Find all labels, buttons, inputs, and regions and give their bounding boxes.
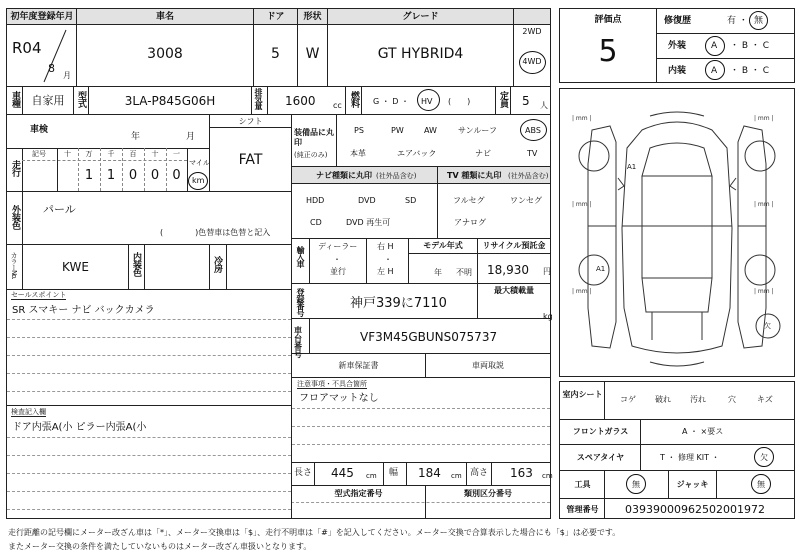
- displacement: 1600: [285, 94, 316, 108]
- tv-analog: アナログ: [454, 218, 486, 227]
- equipment-ps: PS: [354, 126, 364, 135]
- management-label: 管理番号: [566, 505, 599, 514]
- fuel-label: 燃料: [349, 91, 359, 107]
- new-car-warranty: 新車保証書: [338, 361, 379, 370]
- grade: GT HYBRID4: [377, 46, 464, 62]
- navi-label: ナビ種類に丸印: [316, 171, 372, 180]
- class-number-label: 類別区分番号: [464, 489, 512, 498]
- height-value: 163: [510, 466, 533, 480]
- tv-label: TV 種類に丸印: [447, 171, 502, 180]
- navi-cd: CD: [310, 218, 322, 227]
- tv-fullseg: フルセグ: [453, 196, 485, 205]
- width-unit: cm: [451, 472, 462, 480]
- tools-label: 工具: [574, 480, 591, 489]
- spare-tire-value: T ・ 修理 KIT ・: [660, 453, 720, 462]
- equipment-navi: ナビ: [475, 149, 491, 158]
- inspector-label: 検査記入欄: [11, 408, 46, 416]
- registration-value: 神戸339に7110: [350, 296, 447, 311]
- fuel-options: G ・ D ・: [373, 97, 409, 106]
- jack-label: ジャッキ: [676, 480, 709, 489]
- mileage-digit: 0: [150, 168, 160, 183]
- interior-grade: A: [711, 66, 718, 76]
- model-label: 型式: [76, 91, 86, 107]
- damage-mark-missing: 欠: [764, 322, 771, 330]
- left-hand-label: 左 H: [377, 267, 394, 276]
- mileage-unit-3: 百: [129, 150, 137, 158]
- shape: W: [305, 46, 320, 62]
- navi-dvd: DVD: [358, 196, 376, 205]
- mileage-unit-5: 一: [173, 150, 180, 158]
- seat-tear: 破れ: [655, 395, 671, 404]
- fuel-selected: HV: [421, 97, 433, 106]
- interior-color-label: 内装色: [131, 252, 141, 276]
- equipment-aw: AW: [424, 126, 437, 135]
- first-reg-year: R04: [12, 39, 42, 57]
- model-year-label: モデル年式: [423, 241, 463, 250]
- cc-unit: cc: [333, 101, 342, 110]
- car-name: 3008: [147, 46, 183, 62]
- drive-4wd: 4WD: [522, 57, 542, 66]
- equipment-leather: 本革: [350, 149, 366, 158]
- tools-value: 無: [632, 480, 640, 489]
- seat-burn: コゲ: [620, 395, 636, 404]
- exterior-grade-rest: ・ B ・ C: [730, 41, 770, 51]
- shift-label: シフト: [238, 117, 263, 126]
- navi-sub: (社外品含む): [376, 172, 417, 180]
- registration-label: 登録番号: [296, 288, 305, 316]
- footer-note-2: またメーター交換の条件を満たしていないものはメーター改ざん車扱いとなります。: [8, 542, 312, 551]
- inspector-text: ドア内張A(小 ピラー内張A(小: [12, 422, 147, 433]
- mileage-label: 走行: [10, 160, 20, 176]
- capacity: 5: [522, 94, 530, 108]
- equipment-label: 装備品に丸印: [294, 128, 334, 148]
- mileage-digit: 1: [84, 168, 94, 183]
- doors: 5: [271, 46, 280, 62]
- interior-label: 内装: [668, 66, 687, 76]
- import-label: 輸入車: [296, 246, 305, 267]
- length-label: 長さ: [294, 468, 313, 478]
- use: 自家用: [31, 94, 65, 107]
- width-label: 幅: [389, 468, 399, 478]
- svg-text:| mm |: | mm |: [754, 201, 774, 208]
- navi-hdd: HDD: [306, 196, 325, 205]
- windshield-value: A ・ ×要ス: [682, 427, 724, 436]
- doors-label: ドア: [266, 12, 285, 22]
- parallel-label: 並行: [330, 267, 346, 276]
- model-year-unit: 年: [434, 268, 442, 277]
- equipment-airbag: エアバック: [397, 149, 437, 158]
- color-note: ( )色替車は色替と記入: [160, 228, 271, 237]
- first-reg-label: 初年度登録年月: [10, 12, 74, 22]
- seat-scratch: キズ: [757, 395, 773, 404]
- inspection-year-unit: 年: [131, 132, 141, 142]
- color-no: KWE: [62, 260, 89, 274]
- mileage-digit: 0: [172, 168, 181, 183]
- use-label: 車種: [10, 91, 20, 107]
- tv-sub: (社外品含む): [508, 172, 549, 180]
- height-label: 高さ: [470, 468, 489, 478]
- owner-manual: 車両取説: [472, 361, 504, 370]
- type-designation-label: 型式指定番号: [334, 489, 383, 498]
- notes-text: フロアマットなし: [299, 393, 379, 404]
- inspection-label: 車検: [30, 125, 49, 135]
- recycle-value: 18,930: [487, 263, 529, 277]
- spare-tire-selected: 欠: [760, 453, 768, 462]
- km-label: km: [192, 176, 205, 185]
- fuel-paren: ( ): [448, 97, 471, 106]
- svg-text:| mm |: | mm |: [572, 115, 592, 122]
- jack-value: 無: [757, 480, 765, 489]
- repair-label: 修復歴: [664, 16, 692, 26]
- spare-tire-label: スペアタイヤ: [576, 453, 625, 462]
- drive-2wd: 2WD: [522, 27, 542, 36]
- kg-unit: kg: [543, 312, 553, 321]
- mileage-digit: 1: [106, 168, 116, 183]
- equipment-pw: PW: [391, 126, 404, 135]
- score-label: 評価点: [594, 15, 622, 25]
- right-hand-label: 右 H: [377, 242, 394, 251]
- person-unit: 人: [540, 101, 548, 110]
- windshield-label: フロントガラス: [572, 427, 629, 436]
- recycle-label: リサイクル預託金: [482, 241, 546, 250]
- capacity-label: 定員: [498, 91, 508, 107]
- chassis-label: 車台番号: [294, 326, 302, 359]
- import-dot: ・: [333, 255, 341, 264]
- mileage-unit-1: 万: [85, 150, 93, 158]
- score: 5: [598, 34, 618, 69]
- exterior-grade: A: [711, 41, 718, 51]
- shift: FAT: [238, 152, 263, 168]
- model-year-unknown: 不明: [456, 268, 472, 277]
- footer-note-1: 走行距離の記号欄にメーター改ざん車は「*」、メーター交換車は「$」、走行不明車は「#」を記入してください。メーター交換で合算表示した場合にも「$」は必要です。: [8, 528, 621, 537]
- svg-text:| mm |: | mm |: [572, 288, 592, 295]
- displacement-label: 排気量: [254, 88, 263, 109]
- sales-point-label: セールスポイント: [11, 291, 67, 299]
- seat-hole: 穴: [728, 395, 736, 404]
- car-diagram: [562, 108, 792, 374]
- car-name-label: 車名: [155, 12, 174, 22]
- yen-unit: 円: [543, 267, 551, 276]
- max-load-label: 最大積載量: [494, 286, 534, 295]
- equipment-sunroof: サンルーフ: [458, 126, 497, 135]
- height-unit: cm: [542, 472, 553, 480]
- dealer-label: ディーラー: [318, 242, 358, 251]
- equipment-sub: (純正のみ): [294, 151, 328, 159]
- notes-label: 注意事項・不具合箇所: [297, 380, 367, 388]
- interior-grade-rest: ・ B ・ C: [730, 66, 770, 76]
- month-unit: 月: [63, 71, 71, 80]
- tv-oneseg: ワンセグ: [510, 196, 542, 205]
- navi-dvd-play: DVD 再生可: [346, 218, 391, 227]
- mile-label: マイル: [189, 159, 210, 167]
- repair-selected: 無: [754, 16, 764, 26]
- shape-label: 形状: [303, 12, 322, 22]
- sales-point-text: SR スマキー ナビ バックカメラ: [12, 305, 155, 316]
- management-value: 0393900096250200197​2: [625, 503, 765, 516]
- seat-dirt: 汚れ: [690, 395, 706, 404]
- model: 3LA-P845G06H: [124, 94, 216, 108]
- color-label: 外装色: [10, 205, 20, 229]
- inspection-month-unit: 月: [186, 132, 196, 142]
- svg-text:| mm |: | mm |: [754, 115, 774, 122]
- exterior-label: 外装: [668, 41, 687, 51]
- width-value: 184: [418, 466, 441, 480]
- svg-text:| mm |: | mm |: [572, 201, 592, 208]
- damage-mark-side: A1: [596, 265, 606, 273]
- mileage-unit-0: 十: [64, 150, 71, 158]
- equipment-abs: ABS: [525, 126, 541, 135]
- chassis-value: VF3M45GBUNS075737: [360, 330, 498, 344]
- length-unit: cm: [366, 472, 377, 480]
- color-no-label: カラーNo.: [10, 252, 18, 279]
- import-dot-2: ・: [384, 255, 392, 264]
- color-value: パール: [43, 203, 76, 216]
- first-reg-month: 8: [48, 62, 55, 75]
- damage-mark-front: A1: [627, 163, 637, 171]
- length-value: 445: [331, 466, 354, 480]
- svg-text:| mm |: | mm |: [754, 288, 774, 295]
- grade-label: グレード: [402, 12, 439, 22]
- mileage-digit: 0: [128, 168, 138, 183]
- navi-sd: SD: [405, 196, 417, 205]
- mileage-code-label: 記号: [32, 150, 46, 158]
- mileage-unit-4: 十: [151, 150, 159, 158]
- interior-seat-label: 室内シート: [562, 390, 603, 399]
- cooler-label: 冷房: [212, 256, 222, 272]
- mileage-unit-2: 千: [107, 150, 115, 158]
- equipment-tv: TV: [527, 149, 538, 158]
- repair-options: 有 ・: [727, 16, 748, 26]
